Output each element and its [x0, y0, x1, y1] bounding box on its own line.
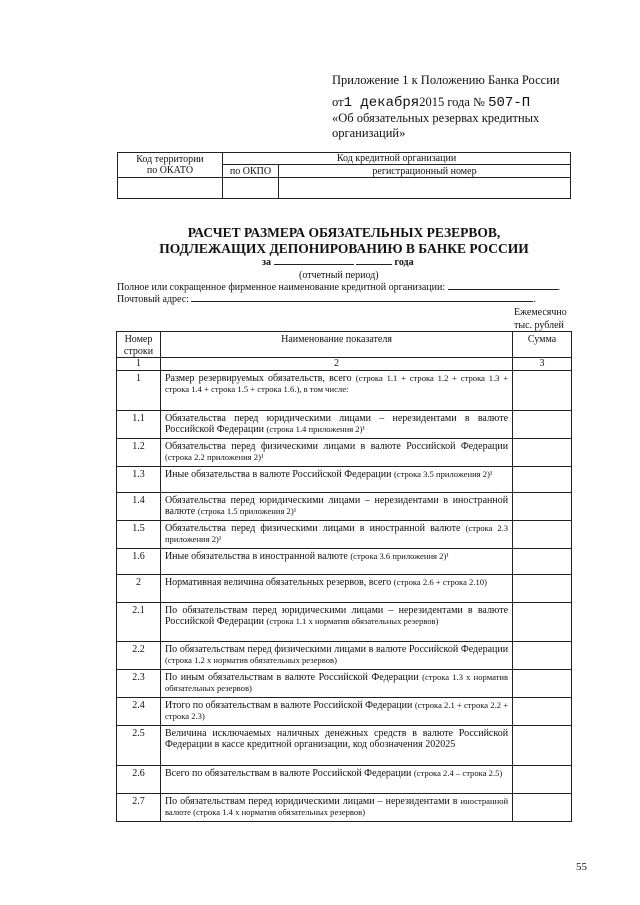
table-row — [117, 520, 572, 548]
table-row — [117, 641, 572, 669]
table-row — [117, 466, 572, 492]
row-number: 1.2 — [117, 438, 161, 466]
code-table — [117, 152, 571, 199]
row-formula: (строка 1.1 + строка 1.2 + строка 1.3 + строка 1.4 + строка 1.5 + строка 1.6.), в том числе: — [164, 372, 509, 394]
row-name: Всего по обязательствам в валюте Российской Федерации — [164, 767, 412, 779]
row-name-cell — [160, 669, 512, 697]
row-formula: (строка 1.1 х норматив обязательных резервов) — [266, 616, 439, 626]
col-header-num: Номер строки — [117, 332, 161, 358]
row-sum-input[interactable] — [513, 466, 572, 492]
okpo-header: по ОКПО — [223, 165, 279, 178]
table-row — [117, 492, 572, 520]
reg-num-header: регистрационный номер — [279, 165, 571, 178]
row-name: По обязательствам перед юридическими лицами – нерезидентами в валюте Российской Федерации — [164, 604, 509, 627]
row-formula: (строка 3.6 приложения 2)¹ — [350, 550, 449, 561]
okpo-value[interactable] — [223, 178, 279, 199]
row-name-cell — [160, 602, 512, 641]
row-number: 2.6 — [117, 765, 161, 793]
appendix-year: 2015 года № — [419, 95, 485, 109]
row-sum-input[interactable] — [513, 548, 572, 574]
row-formula: (строка 2.4 – строка 2.5) — [413, 767, 503, 778]
row-formula: (строка 2.1 + строка 2.2 + строка 2.3) — [164, 699, 509, 721]
period-line — [262, 257, 414, 269]
row-number: 2.7 — [117, 793, 161, 821]
row-formula: (строка 2.6 + строка 2.10) — [393, 576, 487, 587]
full-name-line: Полное или сокращенное фирменное наименование кредитной организации: . — [117, 282, 561, 293]
row-number: 2 — [117, 574, 161, 602]
index-cell: 2 — [160, 358, 512, 371]
table-row — [117, 410, 572, 438]
reg-num-value[interactable] — [279, 178, 571, 199]
appendix-date-line — [332, 94, 530, 111]
row-name: Обязательства перед юридическими лицами – нерезидентами в иностранной валюте — [164, 494, 509, 517]
okato-label-1: Код территории — [136, 154, 204, 165]
appendix-title: Приложение 1 к Положению Банка России — [332, 73, 560, 87]
row-name-cell — [160, 410, 512, 438]
row-formula: (строка 2.3 приложения 2)¹ — [164, 522, 509, 544]
row-number: 1.1 — [117, 410, 161, 438]
row-number: 1.4 — [117, 492, 161, 520]
table-row — [117, 725, 572, 765]
row-sum-input[interactable] — [513, 602, 572, 641]
row-sum-input[interactable] — [513, 765, 572, 793]
index-row — [117, 358, 572, 371]
appendix-from: от — [332, 95, 344, 109]
table-row — [117, 765, 572, 793]
table-row — [117, 574, 572, 602]
row-name: Итого по обязательствам в валюте Российской Федерации — [164, 699, 413, 711]
row-sum-input[interactable] — [513, 410, 572, 438]
row-sum-input[interactable] — [513, 669, 572, 697]
row-name-cell — [160, 520, 512, 548]
reserves-table — [116, 331, 572, 822]
okato-label-2: по ОКАТО — [146, 165, 194, 176]
okato-header — [118, 153, 223, 178]
col-header-name: Наименование показателя — [160, 332, 512, 358]
postal-line: Почтовый адрес: . — [117, 294, 536, 305]
appendix-number: 507-П — [488, 95, 531, 111]
title-line-1: РАСЧЕТ РАЗМЕРА ОБЯЗАТЕЛЬНЫХ РЕЗЕРВОВ, — [187, 225, 501, 240]
row-sum-input[interactable] — [513, 641, 572, 669]
monthly-label: Ежемесячно — [514, 307, 567, 318]
row-sum-input[interactable] — [513, 520, 572, 548]
row-name-cell — [160, 466, 512, 492]
units-label: тыс. рублей — [514, 320, 564, 331]
row-name-cell — [160, 370, 512, 410]
table-row — [117, 438, 572, 466]
row-formula: иностранной валюте (строка 1.4 х норматив обязательных резервов) — [164, 795, 509, 817]
row-number: 2.5 — [117, 725, 161, 765]
document-title — [117, 225, 571, 257]
row-sum-input[interactable] — [513, 370, 572, 410]
row-name: По обязательствам перед юридическими лицами – нерезидентами в — [164, 795, 458, 807]
row-name-cell — [160, 548, 512, 574]
period-input[interactable] — [274, 264, 354, 265]
page-number: 55 — [576, 861, 587, 873]
row-formula: (строка 1.5 приложения 2)¹ — [197, 506, 297, 516]
row-sum-input[interactable] — [513, 574, 572, 602]
full-name-label: Полное или сокращенное фирменное наименование кредитной организации: — [117, 282, 446, 293]
row-name: Величина исключаемых наличных денежных средств в валюте Российской Федерации в кассе кредитной организации, код обозначения 202025 — [164, 727, 509, 750]
row-sum-input[interactable] — [513, 793, 572, 821]
table-row — [117, 793, 572, 821]
postal-input[interactable] — [191, 301, 533, 302]
period-for: за — [262, 257, 272, 268]
row-number: 1.5 — [117, 520, 161, 548]
postal-label: Почтовый адрес: — [117, 294, 189, 305]
row-formula: (строка 3.5 приложения 2)¹ — [393, 468, 493, 479]
period-year: года — [394, 257, 414, 268]
row-name: По обязательствам перед физическими лицами в валюте Российской Федерации — [164, 643, 509, 655]
row-sum-input[interactable] — [513, 492, 572, 520]
title-line-2: ПОДЛЕЖАЩИХ ДЕПОНИРОВАНИЮ В БАНКЕ РОССИИ — [159, 241, 529, 256]
col-header-sum: Сумма — [513, 332, 572, 358]
row-formula: (строка 2.2 приложения 2)¹ — [164, 452, 264, 462]
row-formula: (строка 1.2 х норматив обязательных резервов) — [164, 655, 337, 665]
table-body — [117, 370, 572, 821]
table-row — [117, 548, 572, 574]
row-name-cell — [160, 765, 512, 793]
appendix-regulation-2: организаций» — [332, 126, 406, 140]
row-name-cell — [160, 641, 512, 669]
table-row — [117, 370, 572, 410]
year-input[interactable] — [356, 264, 392, 265]
row-sum-input[interactable] — [513, 725, 572, 765]
row-name: Размер резервируемых обязательств, всего — [164, 372, 352, 384]
row-name: Обязательства перед физическими лицами в иностранной валюте — [164, 522, 461, 534]
row-formula: (строка 1.4 приложения 2)¹ — [266, 424, 366, 434]
row-name: По иным обязательствам в валюте Российской Федерации — [164, 671, 419, 683]
table-row — [117, 602, 572, 641]
row-name: Обязательства перед физическими лицами в валюте Российской Федерации — [164, 440, 509, 452]
row-name-cell — [160, 725, 512, 765]
index-cell: 3 — [513, 358, 572, 371]
row-number: 1.6 — [117, 548, 161, 574]
row-sum-input[interactable] — [513, 438, 572, 466]
row-name-cell — [160, 492, 512, 520]
table-row — [117, 697, 572, 725]
row-number: 2.4 — [117, 697, 161, 725]
row-name: Иные обязательства в валюте Российской Федерации — [164, 468, 392, 480]
appendix-regulation: «Об обязательных резервах кредитных — [332, 111, 540, 125]
period-caption: (отчетный период) — [299, 270, 379, 281]
row-formula: (строка 1.3 х норматив обязательных резервов) — [164, 671, 509, 693]
row-number: 1.3 — [117, 466, 161, 492]
row-name-cell — [160, 793, 512, 821]
row-sum-input[interactable] — [513, 697, 572, 725]
table-row — [117, 669, 572, 697]
okato-value[interactable] — [118, 178, 223, 199]
index-cell: 1 — [117, 358, 161, 371]
org-code-header: Код кредитной организации — [223, 153, 571, 165]
row-number: 1 — [117, 370, 161, 410]
appendix-date: 1 декабря — [343, 95, 420, 111]
row-name: Нормативная величина обязательных резервов, всего — [164, 576, 392, 588]
row-name-cell — [160, 574, 512, 602]
full-name-input[interactable] — [448, 289, 558, 290]
row-name-cell — [160, 438, 512, 466]
row-number: 2.3 — [117, 669, 161, 697]
row-name: Иные обязательства в иностранной валюте — [164, 550, 348, 562]
row-number: 2.2 — [117, 641, 161, 669]
row-name-cell — [160, 697, 512, 725]
row-number: 2.1 — [117, 602, 161, 641]
row-name: Обязательства перед юридическими лицами – нерезидентами в валюте Российской Федерации — [164, 412, 509, 435]
